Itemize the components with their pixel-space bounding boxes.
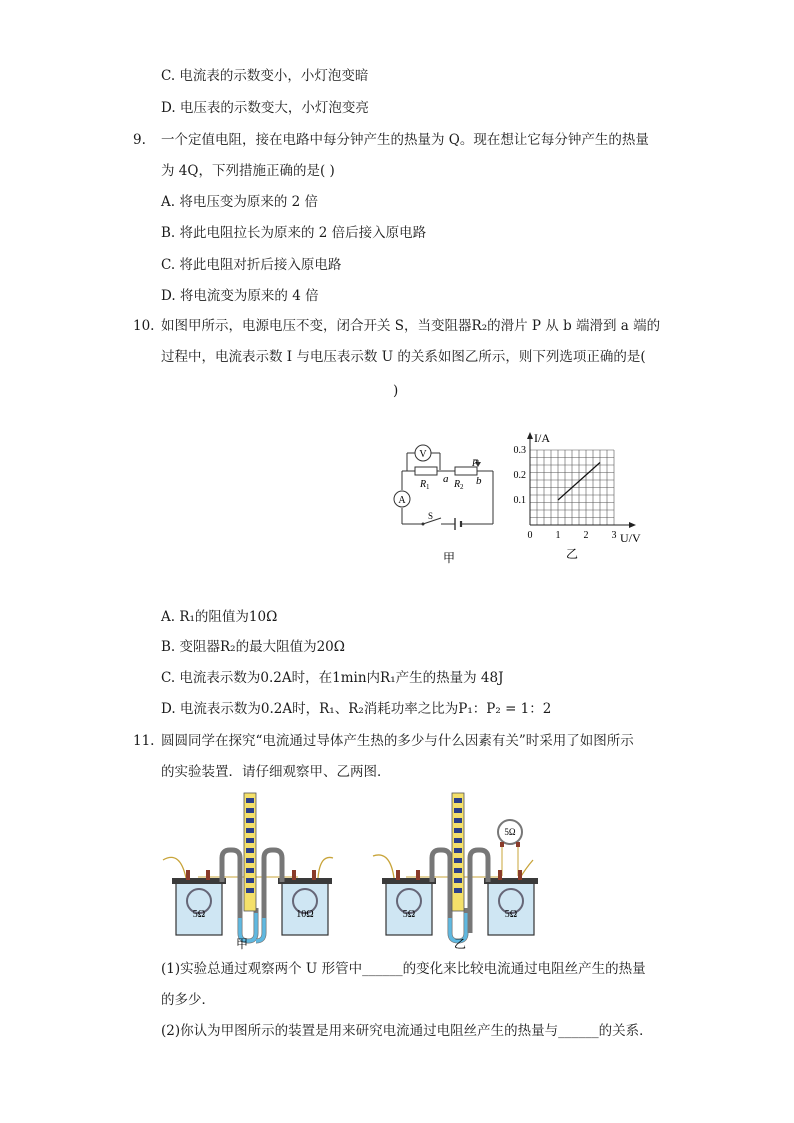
- q10-stem-line1: 如图甲所示，电源电压不变，闭合开关 S，当变阻器R₂的滑片 P 从 b 端滑到 a 端的: [161, 318, 661, 334]
- q9-option-a: A. 将电压变为原来的 2 倍: [161, 194, 319, 210]
- q10-option-b: B. 变阻器R₂的最大阻值为20Ω: [161, 639, 345, 655]
- q10-stem-line3: ): [393, 383, 399, 399]
- q10-number: 10.: [133, 318, 155, 334]
- q11-sub2: (2)你认为甲图所示的装置是用来研究电流通过电阻丝产生的热量与______的关系．: [161, 1023, 653, 1039]
- y-axis-arrow-icon: [527, 432, 533, 439]
- x-tick-label: 2: [583, 530, 589, 541]
- x-axis-label: U/V: [620, 531, 641, 545]
- y-tick-label: 0.2: [513, 470, 526, 481]
- q9-option-d: D. 将电流变为原来的 4 倍: [161, 288, 319, 304]
- q8-option-c: C. 电流表的示数变小，小灯泡变暗: [161, 68, 369, 84]
- q11-sub1-line2: 的多少．: [161, 992, 215, 1008]
- r1-resistor: [415, 467, 437, 475]
- right-beaker-lid: [278, 878, 332, 884]
- graph-caption: 乙: [565, 547, 579, 561]
- q8-option-d: D. 电压表的示数变大，小灯泡变亮: [161, 100, 369, 116]
- x-tick-label: 0: [527, 530, 533, 541]
- jia-caption: 甲: [235, 937, 249, 951]
- q10-option-d: D. 电流表示数为0.2A时，R₁、R₂消耗功率之比为P₁：P₂ = 1：2: [161, 701, 552, 717]
- y-tick-label: 0.1: [513, 495, 526, 506]
- left-beaker-lid: [172, 878, 226, 884]
- switch-label: S: [428, 511, 434, 521]
- iu-graph: [508, 430, 648, 566]
- x-axis-arrow-icon: [629, 522, 636, 528]
- q9-option-c: C. 将此电阻对折后接入原电路: [161, 257, 342, 273]
- jia-left-resistance: 5Ω: [192, 909, 206, 920]
- voltmeter-label: V: [419, 449, 427, 460]
- point-b-label: b: [476, 475, 482, 487]
- circuit-diagram: [385, 436, 505, 570]
- r2-label: R: [454, 479, 461, 490]
- point-a-label: a: [443, 473, 449, 485]
- r1-label: R: [420, 479, 427, 490]
- q11-stem-line1: 圆圆同学在探究“电流通过导体产生热的多少与什么因素有关”时采用了如图所示: [161, 733, 634, 749]
- switch-pivot: [422, 523, 425, 526]
- y-axis-label: I/A: [534, 431, 550, 445]
- apparatus-jia: [158, 788, 348, 953]
- ammeter-label: A: [398, 495, 406, 506]
- x-tick-label: 3: [611, 530, 617, 541]
- q11-stem-line2: 的实验装置．请仔细观察甲、乙两图．: [161, 764, 391, 780]
- y-tick-label: 0.3: [513, 445, 526, 456]
- yi-extra-resistance: 5Ω: [504, 827, 516, 837]
- slider-p-label: P: [472, 458, 478, 468]
- yi-right-resistance: 5Ω: [504, 909, 518, 920]
- q10-stem-line2: 过程中，电流表示数 I 与电压表示数 U 的关系如图乙所示，则下列选项正确的是(: [161, 349, 646, 365]
- apparatus-yi: [368, 788, 548, 953]
- q9-option-b: B. 将此电阻拉长为原来的 2 倍后接入原电路: [161, 225, 427, 241]
- q11-number: 11.: [133, 733, 155, 749]
- q10-option-c: C. 电流表示数为0.2A时，在1min内R₁产生的热量为 48J: [161, 670, 504, 686]
- q9-stem-line2: 为 4Q，下列措施正确的是( ): [161, 163, 335, 179]
- jia-right-resistance: 10Ω: [296, 909, 314, 920]
- q9-stem-line1: 一个定值电阻，接在电路中每分钟产生的热量为 Q。现在想让它每分钟产生的热量: [161, 132, 649, 148]
- x-tick-label: 1: [555, 530, 561, 541]
- r2-resistor: [455, 467, 477, 475]
- q10-option-a: A. R₁的阻值为10Ω: [161, 609, 278, 625]
- yi-caption: 乙: [453, 937, 467, 951]
- yi-left-resistance: 5Ω: [402, 909, 416, 920]
- circuit-caption: 甲: [442, 551, 456, 565]
- r1-subscript: 1: [426, 483, 430, 491]
- r2-subscript: 2: [460, 483, 464, 491]
- q9-number: 9.: [133, 132, 146, 148]
- q11-sub1-line1: (1)实验总通过观察两个 U 形管中______的变化来比较电流通过电阻丝产生的热量: [161, 961, 646, 977]
